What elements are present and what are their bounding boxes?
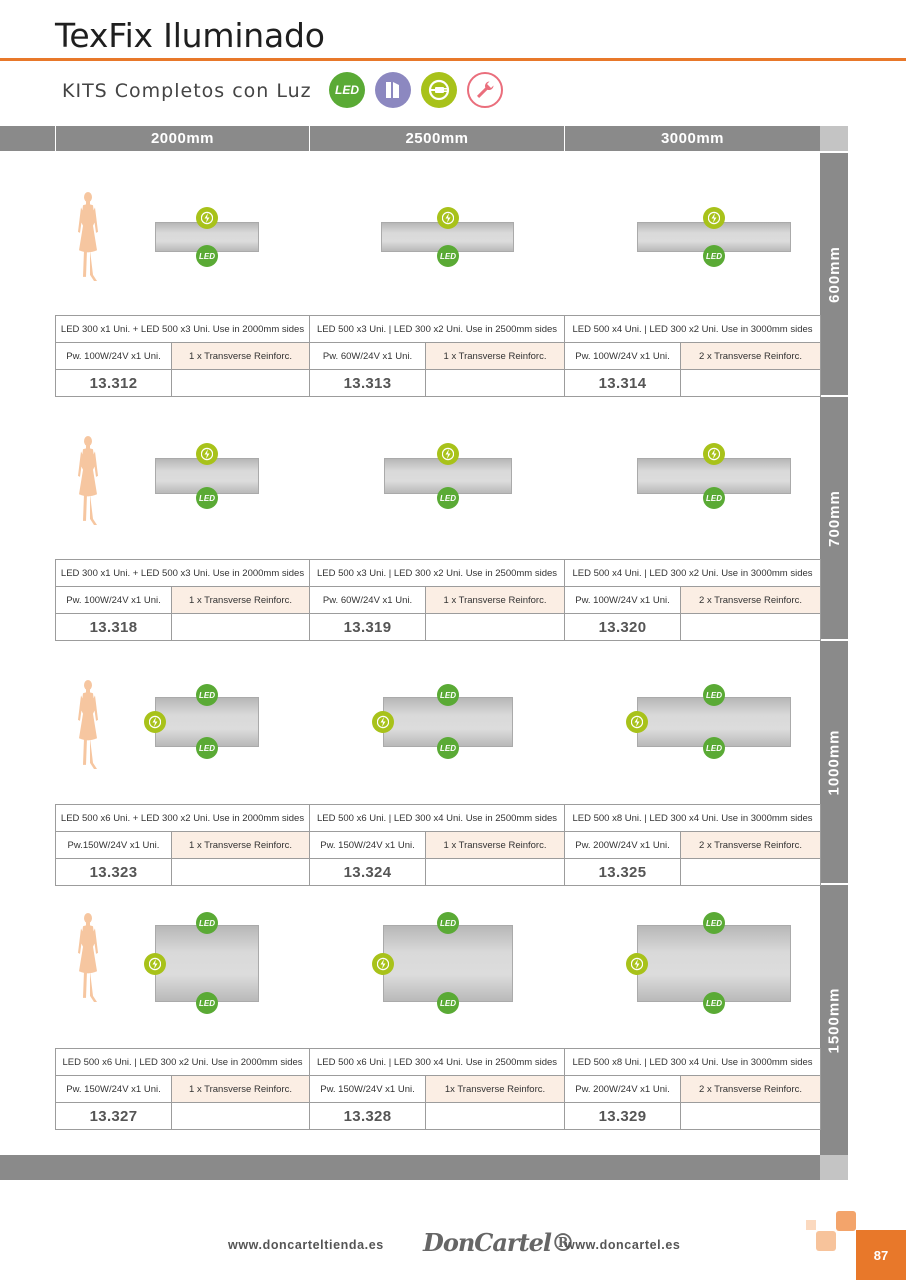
led-marker-icon: LED (196, 737, 218, 759)
kit-code: 13.320 (564, 613, 681, 641)
kit-power-supply: Pw. 100W/24V x1 Uni. (55, 586, 172, 614)
kit-code-blank (425, 858, 565, 886)
kit-reinforcement: 1 x Transverse Reinforc. (425, 831, 565, 859)
header-corner (820, 126, 848, 151)
page-subtitle: KITS Completos con Luz (62, 80, 312, 102)
column-header-2000: 2000mm (55, 126, 309, 151)
kit-reinforcement: 1 x Transverse Reinforc. (171, 342, 310, 370)
kit-code-blank (425, 613, 565, 641)
plug-icon (421, 72, 457, 108)
kit-code-blank (425, 369, 565, 397)
power-marker-icon (144, 953, 166, 975)
kit-description: LED 500 x8 Uni. | LED 300 x4 Uni. Use in 3000mm sides (564, 1048, 821, 1076)
light-panel (155, 925, 259, 1002)
power-marker-icon (437, 443, 459, 465)
kit-power-supply: Pw. 100W/24V x1 Uni. (564, 586, 681, 614)
human-silhouette-icon (74, 435, 104, 527)
profile-icon (375, 72, 411, 108)
led-marker-icon: LED (437, 684, 459, 706)
led-marker-icon: LED (437, 487, 459, 509)
kit-code-blank (171, 858, 310, 886)
footer-url-main[interactable]: www.doncartel.es (565, 1238, 681, 1252)
decor-square (836, 1211, 856, 1231)
page-number: 87 (856, 1230, 906, 1280)
kit-code: 13.312 (55, 369, 172, 397)
doncartel-logo: DonCartel® (423, 1228, 575, 1257)
height-label-1000: 1000mm (825, 728, 843, 796)
decor-square (806, 1220, 816, 1230)
led-marker-icon: LED (437, 912, 459, 934)
led-marker-icon: LED (196, 245, 218, 267)
kit-code-blank (171, 1102, 310, 1130)
led-icon: LED (329, 72, 365, 108)
kit-code-blank (171, 613, 310, 641)
power-marker-icon (437, 207, 459, 229)
kit-code-blank (680, 858, 821, 886)
kit-reinforcement: 1 x Transverse Reinforc. (425, 586, 565, 614)
power-marker-icon (626, 711, 648, 733)
kit-reinforcement: 1 x Transverse Reinforc. (171, 586, 310, 614)
led-marker-icon: LED (703, 992, 725, 1014)
kit-code-blank (680, 1102, 821, 1130)
kit-power-supply: Pw. 100W/24V x1 Uni. (564, 342, 681, 370)
kit-code: 13.318 (55, 613, 172, 641)
column-header-2500: 2500mm (309, 126, 564, 151)
kit-reinforcement: 2 x Transverse Reinforc. (680, 831, 821, 859)
kit-power-supply: Pw. 150W/24V x1 Uni. (309, 831, 426, 859)
wrench-icon (467, 72, 503, 108)
kit-reinforcement: 2 x Transverse Reinforc. (680, 586, 821, 614)
led-marker-icon: LED (437, 737, 459, 759)
led-marker-icon: LED (196, 684, 218, 706)
led-marker-icon: LED (703, 737, 725, 759)
kit-reinforcement: 1 x Transverse Reinforc. (425, 342, 565, 370)
height-label-700: 700mm (825, 489, 843, 547)
led-marker-icon: LED (196, 992, 218, 1014)
led-marker-icon: LED (437, 245, 459, 267)
kit-description: LED 500 x6 Uni. | LED 300 x4 Uni. Use in 2500mm sides (309, 804, 565, 832)
light-panel (637, 925, 791, 1002)
led-marker-icon: LED (196, 487, 218, 509)
kit-code-blank (680, 613, 821, 641)
kit-power-supply: Pw. 100W/24V x1 Uni. (55, 342, 172, 370)
light-panel (383, 925, 513, 1002)
power-marker-icon (626, 953, 648, 975)
title-rule (0, 58, 906, 61)
led-marker-icon: LED (196, 912, 218, 934)
kit-power-supply: Pw.150W/24V x1 Uni. (55, 831, 172, 859)
kit-power-supply: Pw. 60W/24V x1 Uni. (309, 586, 426, 614)
kit-description: LED 500 x4 Uni. | LED 300 x2 Uni. Use in 3000mm sides (564, 559, 821, 587)
kit-code-blank (680, 369, 821, 397)
kit-code: 13.324 (309, 858, 426, 886)
kit-power-supply: Pw. 200W/24V x1 Uni. (564, 831, 681, 859)
human-silhouette-icon (74, 191, 104, 283)
led-marker-icon: LED (437, 992, 459, 1014)
kit-description: LED 500 x3 Uni. | LED 300 x2 Uni. Use in 2500mm sides (309, 315, 565, 343)
decor-square (816, 1231, 836, 1251)
kit-description: LED 500 x8 Uni. | LED 300 x4 Uni. Use in 3000mm sides (564, 804, 821, 832)
led-marker-icon: LED (703, 487, 725, 509)
height-label-1500: 1500mm (825, 986, 843, 1054)
kit-code-blank (425, 1102, 565, 1130)
power-marker-icon (703, 207, 725, 229)
footer-corner (820, 1155, 848, 1180)
kit-code: 13.314 (564, 369, 681, 397)
led-marker-icon: LED (703, 245, 725, 267)
kit-description: LED 500 x6 Uni. + LED 300 x2 Uni. Use in 2000mm sides (55, 804, 310, 832)
kit-power-supply: Pw. 60W/24V x1 Uni. (309, 342, 426, 370)
kit-power-supply: Pw. 150W/24V x1 Uni. (55, 1075, 172, 1103)
kit-description: LED 500 x3 Uni. | LED 300 x2 Uni. Use in 2500mm sides (309, 559, 565, 587)
kit-reinforcement: 1x Transverse Reinforc. (425, 1075, 565, 1103)
kit-reinforcement: 1 x Transverse Reinforc. (171, 831, 310, 859)
kit-description: LED 300 x1 Uni. + LED 500 x3 Uni. Use in 2000mm sides (55, 315, 310, 343)
page-title: TexFix Iluminado (55, 16, 325, 55)
kit-code: 13.329 (564, 1102, 681, 1130)
kit-reinforcement: 2 x Transverse Reinforc. (680, 342, 821, 370)
kit-power-supply: Pw. 150W/24V x1 Uni. (309, 1075, 426, 1103)
power-marker-icon (196, 443, 218, 465)
human-silhouette-icon (74, 679, 104, 771)
kit-reinforcement: 1 x Transverse Reinforc. (171, 1075, 310, 1103)
footer-band (0, 1155, 848, 1180)
power-marker-icon (372, 953, 394, 975)
power-marker-icon (196, 207, 218, 229)
kit-code: 13.313 (309, 369, 426, 397)
kit-description: LED 300 x1 Uni. + LED 500 x3 Uni. Use in 2000mm sides (55, 559, 310, 587)
footer-url-shop[interactable]: www.doncarteltienda.es (228, 1238, 384, 1252)
led-marker-icon: LED (703, 684, 725, 706)
kit-code-blank (171, 369, 310, 397)
kit-code: 13.323 (55, 858, 172, 886)
kit-description: LED 500 x4 Uni. | LED 300 x2 Uni. Use in 3000mm sides (564, 315, 821, 343)
led-marker-icon: LED (703, 912, 725, 934)
power-marker-icon (372, 711, 394, 733)
kit-code: 13.327 (55, 1102, 172, 1130)
kit-code: 13.325 (564, 858, 681, 886)
kit-reinforcement: 2 x Transverse Reinforc. (680, 1075, 821, 1103)
kit-description: LED 500 x6 Uni. | LED 300 x2 Uni. Use in 2000mm sides (55, 1048, 310, 1076)
kit-power-supply: Pw. 200W/24V x1 Uni. (564, 1075, 681, 1103)
kit-description: LED 500 x6 Uni. | LED 300 x4 Uni. Use in 2500mm sides (309, 1048, 565, 1076)
height-label-600: 600mm (825, 245, 843, 303)
kit-code: 13.328 (309, 1102, 426, 1130)
power-marker-icon (703, 443, 725, 465)
kit-code: 13.319 (309, 613, 426, 641)
power-marker-icon (144, 711, 166, 733)
human-silhouette-icon (74, 912, 104, 1004)
column-header-3000: 3000mm (564, 126, 820, 151)
